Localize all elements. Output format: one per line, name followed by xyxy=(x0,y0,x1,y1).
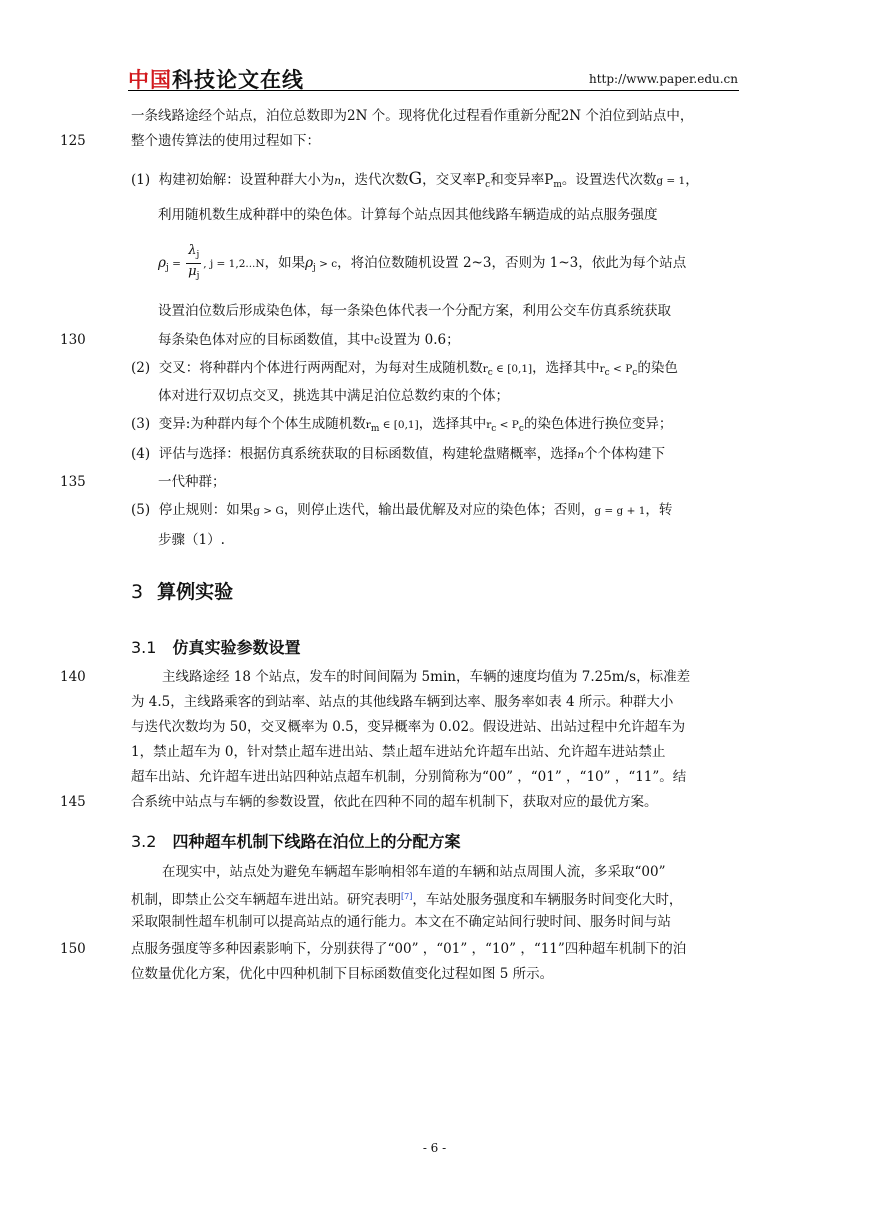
symbol-P-sub: c xyxy=(632,368,638,378)
header-rule xyxy=(128,90,739,91)
sec31-line-4: 1，禁止超车为 0，针对禁止超车进出站、禁止超车进站允许超车出站、允许超车进站禁止 xyxy=(131,744,666,760)
symbol-Pm: P xyxy=(544,172,554,188)
section-3-number: 3 xyxy=(131,581,144,603)
symbol-P-2: P xyxy=(511,419,519,431)
sec31-line-3: 与迭代次数均为 50，交叉概率为 0.5，变异概率为 0.02。假设进站、出站过程中允许超车为 xyxy=(131,719,686,735)
step-1-line-5 xyxy=(158,331,460,350)
logo-red-text: 中国 xyxy=(128,68,172,92)
symbol-n: n xyxy=(334,175,341,187)
symbol-Pc: P xyxy=(476,172,486,188)
step-1-formula-line xyxy=(158,243,686,288)
step-2-line-2: 体对进行双切点交叉，挑选其中满足泊位总数约束的个体； xyxy=(158,388,509,404)
symbol-rc-3: r xyxy=(486,419,492,431)
symbol-less-than-2: < xyxy=(496,419,512,431)
line-number-140: 140 xyxy=(60,669,86,685)
symbol-Pc-sub: c xyxy=(485,180,491,190)
section-3-1-title: 仿真实验参数设置 xyxy=(172,638,301,657)
sec31-line-5: 超车出站、允许超车进出站四种站点超车机制，分别简称为“00” ，“01” ，“10” ，“11”。结 xyxy=(131,769,687,785)
step-5-number: (5) xyxy=(131,502,151,518)
line-number-135: 135 xyxy=(60,474,86,490)
symbol-rho-sub: j xyxy=(165,263,169,273)
page-number: - 6 - xyxy=(422,1141,447,1155)
step-3-text-b: ，选择其中 xyxy=(418,416,487,432)
step-1-if-clause: ，如果 xyxy=(264,255,306,271)
section-3-1-heading xyxy=(131,635,300,658)
symbol-rc-3-sub: c xyxy=(491,424,497,434)
step-1-line-5b: 设置为 0.6； xyxy=(379,332,460,348)
symbol-rc: r xyxy=(482,363,488,375)
step-2-text-c: 的染色 xyxy=(637,360,678,376)
sec32-line-2 xyxy=(131,888,682,909)
section-3-2-number: 3.2 xyxy=(131,832,157,851)
step-4-line-1 xyxy=(131,445,665,464)
step-1-line-4: 设置泊位数后形成染色体，每一条染色体代表一个分配方案，利用公交车仿真系统获取 xyxy=(158,303,671,319)
step-4-number: (4) xyxy=(131,446,151,462)
symbol-lambda-sub: j xyxy=(196,250,200,260)
sec31-line-1: 主线路途经 18 个站点，发车的时间间隔为 5min，车辆的速度均值为 7.25m/s，标准差 xyxy=(162,669,691,685)
step-1-text-c: ，交叉率 xyxy=(422,172,477,188)
header-url[interactable]: http://www.paper.edu.cn xyxy=(588,72,738,86)
step-1-number: (1) xyxy=(131,172,151,188)
step-5-line-2: 步骤（1）. xyxy=(158,532,225,548)
symbol-rc-2: r xyxy=(599,363,605,375)
symbol-rho-2: ρ xyxy=(305,255,314,271)
step-1-formula-rest: ，将泊位数随机设置 2~3，否则为 1~3，依此为每个站点 xyxy=(337,255,687,271)
sec31-line-2: 为 4.5，主线路乘客的到站率、站点的其他线路车辆到达率、服务率如表 4 所示。种群大小 xyxy=(131,694,674,710)
symbol-rc-sub: c xyxy=(487,368,493,378)
symbol-rm: r xyxy=(365,419,371,431)
section-3-title: 算例实验 xyxy=(157,581,234,603)
logo-black-text: 科技论文在线 xyxy=(172,68,304,92)
symbol-mu-sub: j xyxy=(196,271,200,281)
symbol-gt-c: > c xyxy=(315,258,338,270)
symbol-rho: ρ xyxy=(158,255,166,271)
symbol-in-01-b: ∈ [0,1] xyxy=(379,419,419,431)
sec32-line-1: 在现实中，站点处为避免车辆超车影响相邻车道的车辆和站点周围人流，多采取“00” xyxy=(162,864,666,880)
section-3-2-heading xyxy=(131,829,460,852)
symbol-rm-sub: m xyxy=(370,424,380,434)
symbol-P-2-sub: c xyxy=(518,424,524,434)
step-1-text-e: 。设置迭代次数 xyxy=(561,172,657,188)
symbol-g-gt-G: g > G xyxy=(253,505,284,517)
sec32-line-2a: 机制，即禁止公交车辆超车进出站。研究表明 xyxy=(131,892,401,908)
line-number-150: 150 xyxy=(60,941,86,957)
symbol-g-eq-1: g = 1 xyxy=(656,175,686,187)
symbol-Pm-sub: m xyxy=(553,180,562,190)
section-3-heading xyxy=(131,577,233,604)
step-5-text-b: ，则停止迭代，输出最优解及对应的染色体；否则， xyxy=(283,502,595,518)
intro-line-2: 整个遗传算法的使用过程如下： xyxy=(131,133,320,149)
sec31-line-6: 合系统中站点与车辆的参数设置，依此在四种不同的超车机制下，获取对应的最优方案。 xyxy=(131,794,658,810)
sec32-line-5: 位数量优化方案，优化中四种机制下目标函数值变化过程如图 5 所示。 xyxy=(131,966,554,982)
symbol-rho-2-sub: j xyxy=(313,263,316,273)
sec32-line-2b: ，车站处服务强度和车辆服务时间变化大时， xyxy=(412,892,683,908)
symbol-n-2: n xyxy=(577,449,584,461)
step-4-text-b: 个个体构建下 xyxy=(583,446,665,462)
step-5-text-a: 停止规则：如果 xyxy=(158,502,254,518)
intro-line-1: 一条线路途经个站点，泊位总数即为2N 个。现将优化过程看作重新分配2N 个泊位到站点中， xyxy=(131,108,694,124)
section-3-1-number: 3.1 xyxy=(131,638,157,657)
step-2-text-b: ，选择其中 xyxy=(532,360,600,376)
symbol-P: P xyxy=(625,363,633,375)
line-number-145: 145 xyxy=(60,794,86,810)
step-2-number: (2) xyxy=(131,360,151,376)
step-5-line-1 xyxy=(131,501,672,520)
step-1-line-5a: 每条染色体对应的目标函数值，其中 xyxy=(158,332,374,348)
step-3-line-1 xyxy=(131,415,672,438)
symbol-j-range: , j = 1,2...N xyxy=(203,258,265,270)
symbol-less-than: < xyxy=(609,363,626,375)
symbol-c: c xyxy=(374,335,380,347)
symbol-in-01: ∈ [0,1] xyxy=(492,363,533,375)
symbol-g-update: g = g + 1 xyxy=(594,505,646,517)
step-3-number: (3) xyxy=(131,416,151,432)
fraction-lambda-over-mu xyxy=(186,243,201,284)
step-1-text-d: 和变异率 xyxy=(490,172,545,188)
citation-link[interactable]: [7] xyxy=(401,892,413,901)
step-1-text-b: ，迭代次数 xyxy=(340,172,409,188)
sec32-line-3: 采取限制性超车机制可以提高站点的通行能力。本文在不确定站间行驶时间、服务时间与站 xyxy=(131,914,671,930)
section-3-2-title: 四种超车机制下线路在泊位上的分配方案 xyxy=(172,832,461,851)
symbol-lambda: λ xyxy=(188,243,197,258)
step-4-line-2: 一代种群； xyxy=(158,474,226,490)
step-2-text-a: 交叉：将种群内个体进行两两配对，为每对生成随机数 xyxy=(158,360,483,376)
step-3-text-c: 的染色体进行换位变异； xyxy=(523,416,673,432)
symbol-mu: μ xyxy=(188,264,197,279)
step-1-line-1 xyxy=(131,170,699,194)
step-3-text-a: 变异:为种群内每个个体生成随机数 xyxy=(158,416,366,432)
sec32-line-4: 点服务强度等多种因素影响下，分别获得了“00” ，“01” ，“10” ，“11”四种超车机制下的泊 xyxy=(131,941,687,957)
line-number-125: 125 xyxy=(60,133,86,149)
step-1-text-f: ， xyxy=(685,172,699,188)
step-4-text-a: 评估与选择：根据仿真系统获取的目标函数值，构建轮盘赌概率，选择 xyxy=(158,446,578,462)
symbol-equals: = xyxy=(168,258,185,270)
line-number-130: 130 xyxy=(60,332,86,348)
step-2-line-1 xyxy=(131,359,678,382)
step-5-text-c: ，转 xyxy=(645,502,673,518)
step-1-line-2: 利用随机数生成种群中的染色体。计算每个站点因其他线路车辆造成的站点服务强度 xyxy=(158,207,658,223)
step-1-text-a: 构建初始解：设置种群大小为 xyxy=(158,172,335,188)
symbol-rc-2-sub: c xyxy=(604,368,610,378)
symbol-G: G xyxy=(408,169,423,189)
